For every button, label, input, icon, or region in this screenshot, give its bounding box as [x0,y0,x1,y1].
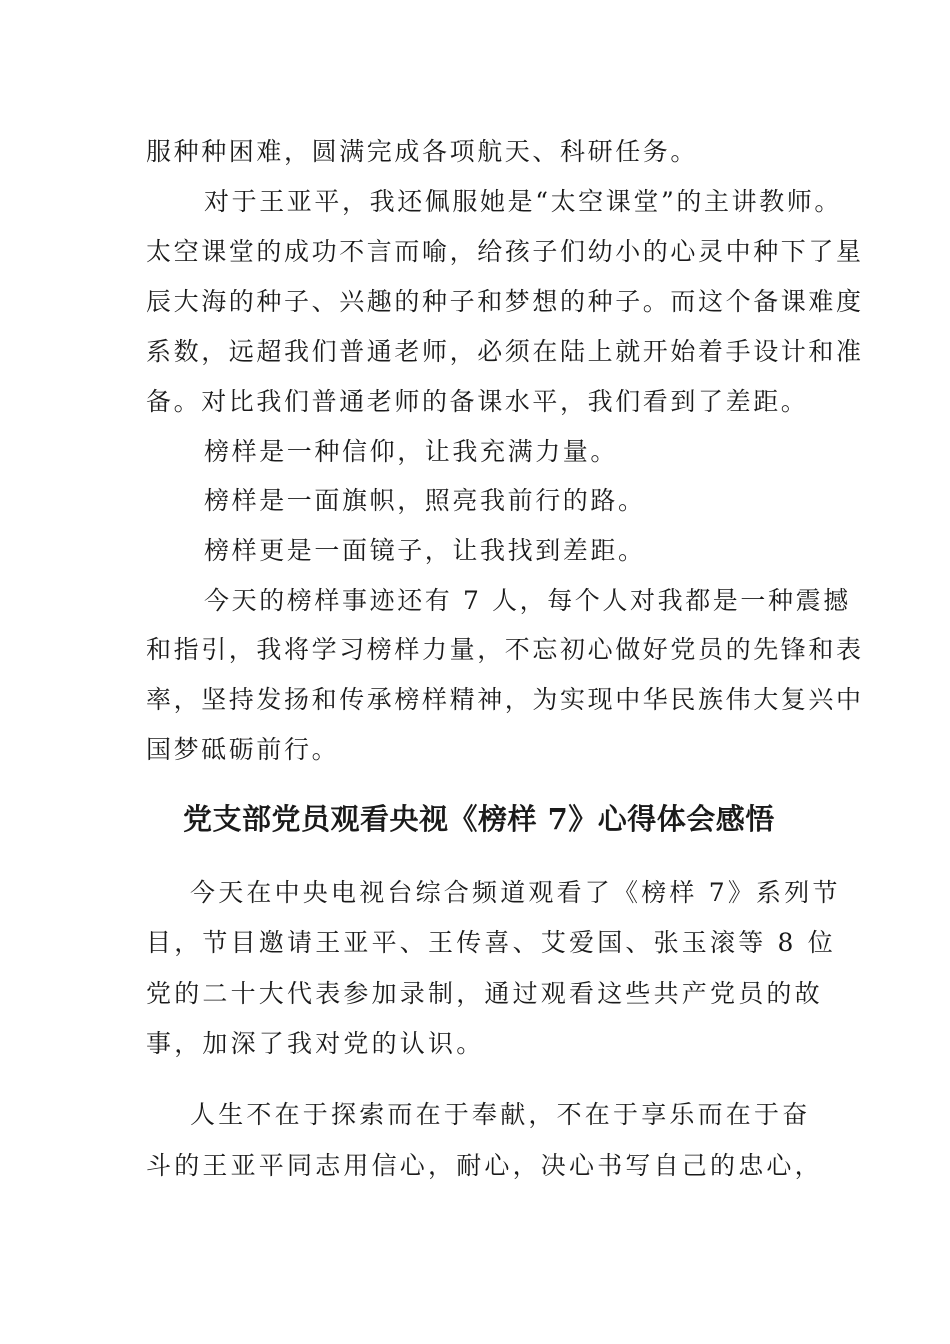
paragraph-line: 党的二十大代表参加录制，通过观看这些共产党员的故 [146,979,823,1008]
paragraph-line: 对于王亚平，我还佩服她是“太空课堂”的主讲教师。 [204,187,842,216]
paragraph-line: 今天在中央电视台综合频道观看了《榜样 7》系列节 [190,878,841,907]
paragraph-line: 和指引，我将学习榜样力量，不忘初心做好党员的先锋和表 [146,635,864,664]
paragraph-line: 服种种困难，圆满完成各项航天、科研任务。 [146,137,699,166]
paragraph-line: 榜样是一种信仰，让我充满力量。 [204,437,619,466]
paragraph-line: 人生不在于探索而在于奉献，不在于享乐而在于奋 [190,1100,811,1129]
paragraph-line: 系数，远超我们普通老师，必须在陆上就开始着手设计和准 [146,337,864,366]
paragraph-line: 目，节目邀请王亚平、王传喜、艾爱国、张玉滚等 8 位 [146,928,837,957]
paragraph-line: 榜样是一面旗帜，照亮我前行的路。 [204,486,646,515]
paragraph-line: 斗的王亚平同志用信心，耐心，决心书写自己的忠心， [146,1151,823,1180]
paragraph-line: 今天的榜样事迹还有 7 人，每个人对我都是一种震撼 [204,586,851,615]
paragraph-line: 事，加深了我对党的认识。 [146,1029,485,1058]
paragraph-line: 太空课堂的成功不言而喻，给孩子们幼小的心灵中种下了星 [146,237,864,266]
paragraph-line: 榜样更是一面镜子，让我找到差距。 [204,536,646,565]
paragraph-line: 国梦砥砺前行。 [146,735,340,764]
paragraph-line: 辰大海的种子、兴趣的种子和梦想的种子。而这个备课难度 [146,287,864,316]
paragraph-line: 备。对比我们普通老师的备课水平，我们看到了差距。 [146,387,809,416]
section-heading: 党支部党员观看央视《榜样 7》心得体会感悟 [183,802,775,836]
paragraph-line: 率，坚持发扬和传承榜样精神，为实现中华民族伟大复兴中 [146,685,864,714]
